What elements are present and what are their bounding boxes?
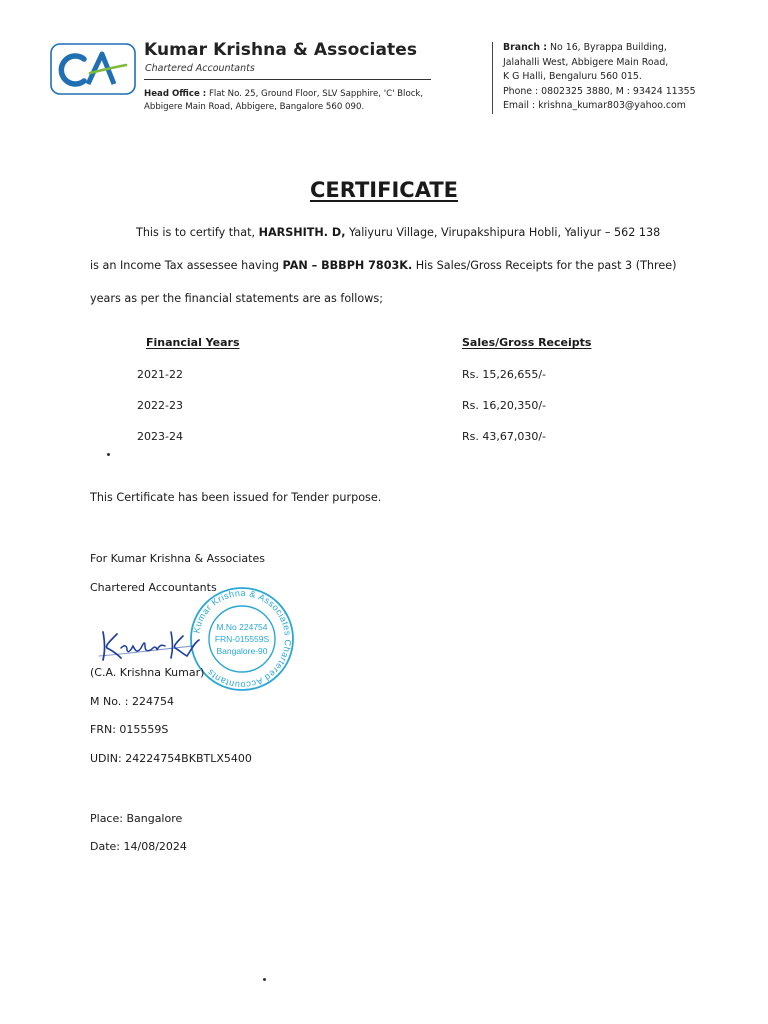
head-office-label: Head Office : — [144, 89, 207, 99]
pan-text-pre: is an Income Tax assessee having — [90, 259, 283, 272]
firm-subtitle: Chartered Accountants — [145, 63, 255, 74]
udin-number: UDIN: 24224754BKBTLX5400 — [90, 752, 252, 765]
membership-number: M No. : 224754 — [90, 695, 174, 708]
head-office-line2: Abbigere Main Road, Abbigere, Bangalore 560 090. — [144, 102, 365, 112]
handwritten-signature — [95, 620, 205, 666]
stamp-ring-text: Kumar Krishna & Associates Chartered Accountants — [191, 587, 294, 691]
certify-line-1 — [136, 226, 660, 239]
date: Date: 14/08/2024 — [90, 840, 187, 853]
pan-text-post: His Sales/Gross Receipts for the past 3 (Three) — [412, 259, 677, 272]
branch-line1: No 16, Byrappa Building, — [550, 42, 667, 53]
assessee-name: HARSHITH. D, — [258, 226, 346, 239]
table-row-year: 2022-23 — [137, 399, 183, 412]
head-office-address — [144, 88, 423, 114]
ca-logo — [50, 43, 136, 95]
branch-address — [503, 41, 696, 114]
firm-name: Kumar Krishna & Associates — [144, 40, 418, 60]
speck — [263, 978, 266, 981]
table-row-amount: Rs. 16,20,350/- — [462, 399, 547, 412]
branch-label: Branch : — [503, 42, 548, 53]
table-row-amount: Rs. 15,26,655/- — [462, 368, 547, 381]
purpose-statement: This Certificate has been issued for Tender purpose. — [90, 491, 382, 504]
col-header-financial-years: Financial Years — [146, 336, 240, 349]
certify-text-pre: This is to certify that, — [136, 226, 259, 239]
table-row-year: 2021-22 — [137, 368, 183, 381]
branch-line2: Jalahalli West, Abbigere Main Road, — [503, 56, 669, 68]
certificate-title: CERTIFICATE — [310, 178, 458, 202]
signatory-name: (C.A. Krishna Kumar) — [90, 666, 205, 679]
col-header-sales: Sales/Gross Receipts — [462, 336, 592, 349]
stamp-line3: Bangalore-90 — [216, 646, 268, 656]
pan-number: PAN – BBBPH 7803K. — [282, 259, 413, 272]
letterhead-rule — [144, 79, 431, 80]
branch-email: Email : krishna_kumar803@yahoo.com — [503, 100, 686, 111]
table-row-year: 2023-24 — [137, 430, 183, 443]
certify-line-2 — [90, 259, 677, 272]
branch-phone: Phone : 0802325 3880, M : 93424 11355 — [503, 85, 696, 97]
for-firm-line: For Kumar Krishna & Associates — [90, 552, 265, 565]
speck — [107, 453, 110, 456]
table-row-amount: Rs. 43,67,030/- — [462, 430, 547, 443]
logo-text: CA — [51, 41, 53, 42]
stamp-line1: M.No 224754 — [216, 622, 268, 632]
place: Place: Bangalore — [90, 812, 183, 825]
certify-line-3: years as per the financial statements are as follows; — [90, 292, 383, 305]
stamp-line2: FRN-015559S — [214, 634, 270, 644]
frn-number: FRN: 015559S — [90, 723, 169, 736]
designation-line: Chartered Accountants — [90, 581, 217, 594]
head-office-line1: Flat No. 25, Ground Floor, SLV Sapphire, 'C' Block, — [208, 89, 424, 99]
letterhead-divider — [492, 42, 493, 114]
branch-line3: K G Halli, Bengaluru 560 015. — [503, 71, 642, 82]
assessee-address: Yaliyuru Village, Virupakshipura Hobli, Yaliyur – 562 138 — [345, 226, 661, 239]
